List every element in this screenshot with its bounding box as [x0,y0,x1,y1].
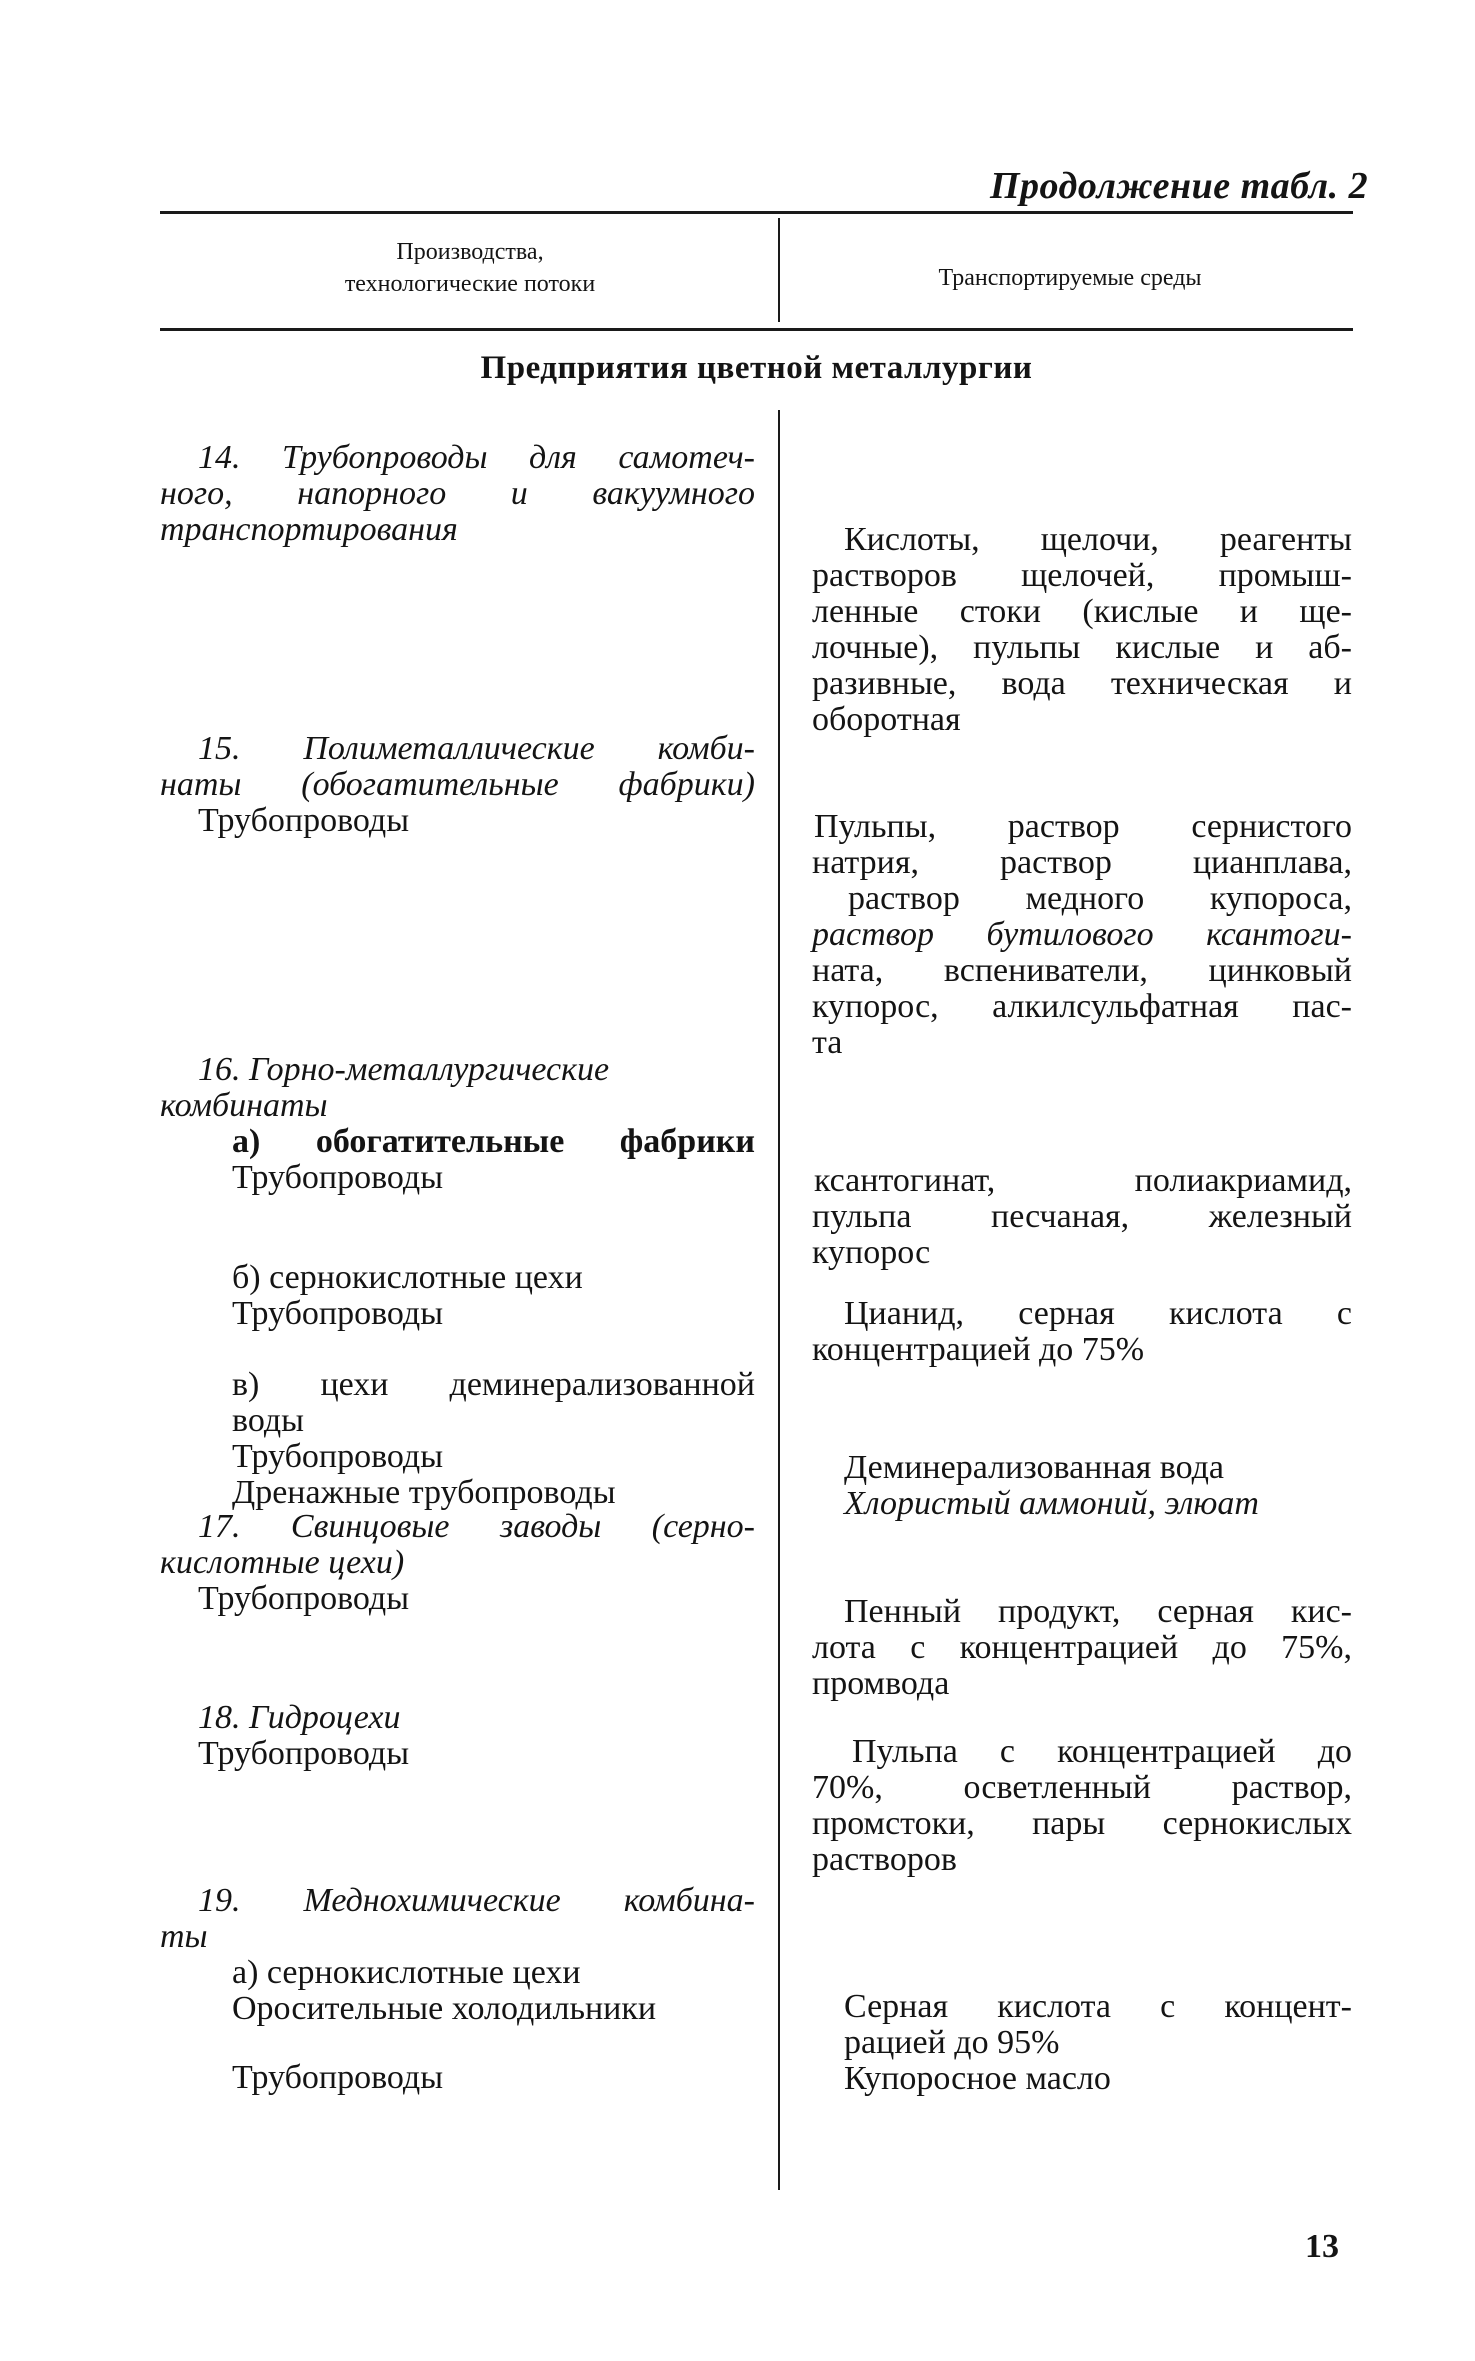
row16-left-line4: Трубопроводы [232,1159,444,1196]
row17-left [160,1509,755,1617]
header-bottom-rule [160,328,1353,331]
row14-right-line5: разивные, вода техническая и [812,665,1352,702]
row17-right-line2: лота с концентрацией до 75%, [812,1629,1352,1666]
row16-left-line1: 16. Горно-металлургические [198,1051,610,1088]
row14-right-line6: оборотная [812,701,961,738]
row14-right [812,522,1352,738]
table-continuation-caption: Продолжение табл. 2 [990,165,1369,207]
row18-right [812,1734,1352,1878]
header-col1-line1: Производства, [396,239,544,265]
row18-left [198,1700,755,1772]
row15-left [160,731,755,839]
row14-right-line2: растворов щелочей, промыш- [812,557,1352,594]
row19-right-line1: Серная кислота с концент- [844,1988,1352,2025]
row16b-right [812,1296,1352,1368]
row16-right-line2: пульпа песчаная, железный [812,1198,1352,1235]
row16b-left [232,1260,755,1332]
row19-left-line3: а) сернокислотные цехи [232,1954,581,1991]
row15-right-line1: Пульпы, раствор сернистого [814,808,1352,845]
row19-right-line3: Купоросное масло [844,2060,1111,2097]
row16-left-line3: а) обогатительные фабрики [232,1123,755,1160]
header-col1-line2: технологические потоки [344,271,596,297]
row16c-left-line4: Дренажные трубопроводы [232,1474,616,1511]
header-col2: Транспортируемые среды [938,265,1202,291]
row18-right-line3: промстоки, пары сернокислых [812,1805,1352,1842]
row17-right-line1: Пенный продукт, серная кис- [844,1593,1352,1630]
row16c-right-line1: Деминерализованная вода [844,1449,1225,1486]
body-column-divider [778,410,780,2190]
row16b-right-line1: Цианид, серная кислота с [844,1295,1352,1332]
row16-left [160,1052,755,1196]
row16-left-line2: комбинаты [160,1087,328,1124]
row15-left-line3: Трубопроводы [198,802,410,839]
row16-right [812,1163,1352,1271]
row15-left-line2: наты (обогатительные фабрики) [160,766,755,803]
row18-right-line2: 70%, осветленный раствор, [812,1769,1352,1806]
row18-left-line2: Трубопроводы [198,1735,410,1772]
row19-left [160,1883,755,2027]
row16c-left-line3: Трубопроводы [232,1438,444,1475]
header-top-rule [160,211,1353,214]
row16b-right-line2: концентрацией до 75% [812,1331,1145,1368]
row16b-left-line2: Трубопроводы [232,1295,444,1332]
row15-right [812,809,1352,1061]
row18-right-line4: растворов [812,1841,957,1878]
row19-left-pipelines: Трубопроводы [232,2059,444,2096]
row16b-left-line1: б) сернокислотные цехи [232,1259,583,1296]
header-col1 [170,236,770,300]
row14-left-line1: 14. Трубопроводы для самотеч- [198,439,755,476]
row15-right-line2: натрия, раствор цианплава, [812,844,1352,881]
row16-right-line1: ксантогинат, полиакриамид, [814,1162,1352,1199]
row16c-left-line2: воды [232,1402,304,1439]
row17-left-line3: Трубопроводы [198,1580,410,1617]
row14-left [160,440,755,548]
row17-left-line2: кислотные цехи) [160,1544,405,1581]
row19-left-line2: ты [160,1918,208,1955]
row14-right-line4: лочные), пульпы кислые и аб- [812,629,1352,666]
page-number: 13 [1305,2228,1339,2265]
row17-left-line1: 17. Свинцовые заводы (серно- [198,1508,755,1545]
row19-right [844,1989,1352,2097]
row15-right-line6: купорос, алкилсульфатная пас- [812,988,1352,1025]
row17-right-line3: промвода [812,1665,950,1702]
row16-right-line3: купорос [812,1234,931,1271]
row14-right-line1: Кислоты, щелочи, реагенты [844,521,1352,558]
row14-left-line3: транспортирования [160,511,458,548]
header-column-divider [778,218,780,322]
row14-left-line2: ного, напорного и вакуумного [160,475,755,512]
row15-right-line7: та [812,1024,843,1061]
row16c-left-line1: в) цехи деминерализованной [232,1366,755,1403]
row15-right-line5: ната, вспениватели, цинковый [812,952,1352,989]
row16c-right [844,1450,1352,1522]
row19-left-line1: 19. Меднохимические комбина- [198,1882,755,1919]
row14-right-line3: ленные стоки (кислые и ще- [812,593,1352,630]
row15-right-line4: раствор бутилового ксантоги- [812,916,1352,953]
row15-left-line1: 15. Полиметаллические комби- [198,730,755,767]
row15-right-line3: раствор медного купороса, [848,880,1352,917]
row19-right-line2: рацией до 95% [844,2024,1060,2061]
row16c-left [232,1367,755,1511]
row16c-right-line2: Хлористый аммоний, элюат [844,1485,1259,1522]
row18-left-line1: 18. Гидроцехи [198,1699,401,1736]
row19-left-line4: Оросительные холодильники [232,1990,657,2027]
row17-right [812,1594,1352,1702]
row18-right-line1: Пульпа с концентрацией до [852,1733,1352,1770]
section-title: Предприятия цветной металлургии [480,350,1033,386]
